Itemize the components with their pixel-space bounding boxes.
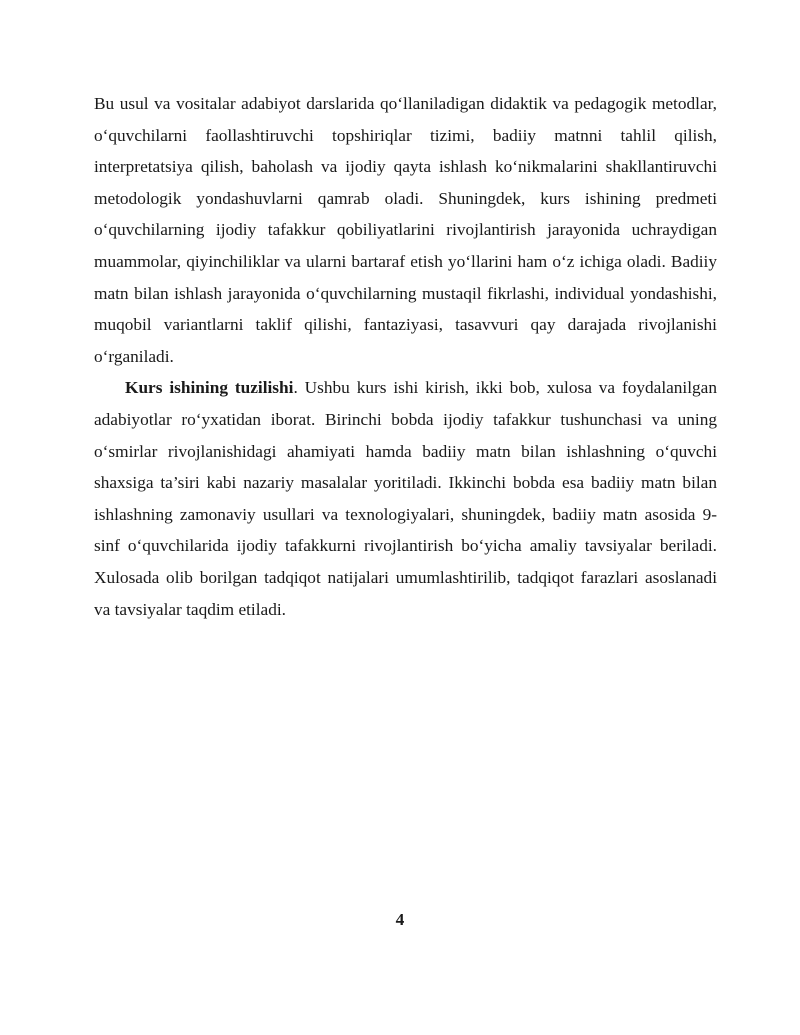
section-heading-inline: Kurs ishining tuzilishi <box>125 378 294 398</box>
document-page <box>94 88 717 625</box>
body-paragraph-1: Bu usul va vositalar adabiyot darslarida qo‘llaniladigan didaktik va pedagogik metodlar, o‘quvchilarni faollashtiruvchi topshiriqlar tizimi, badiiy matnni tahlil qilish, interpretatsiya qilish, baholash va ijodiy qayta ishlash ko‘nikmalarini shakllantiruvchi metodologik yondashuvlarni qamrab oladi. Shuningdek, kurs ishining predmeti o‘quvchilarning ijodiy tafakkur qobiliyatlarini rivojlantirish jarayonida uchraydigan muammolar, qiyinchiliklar va ularni bartaraf etish yo‘llarini ham o‘z ichiga oladi. Badiiy matn bilan ishlash jarayonida o‘quvchilarning mustaqil fikrlashi, individual yondashishi, muqobil variantlarni taklif qilishi, fantaziyasi, tasavvuri qay darajada rivojlanishi o‘rganiladi. <box>94 94 717 366</box>
page-number: 4 <box>395 910 405 929</box>
body-paragraph-2-text: . Ushbu kurs ishi kirish, ikki bob, xulosa va foydalanilgan adabiyotlar ro‘yxatidan iborat. Birinchi bobda ijodiy tafakkur tushunchasi va uning o‘smirlar rivojlanishidagi ahamiyati hamda badiiy matn bilan ishlashning o‘quvchi shaxsiga ta’siri kabi nazariy masalalar yoritiladi. Ikkinchi bobda esa badiiy matn bilan ishlashning zamonaviy usullari va texnologiyalari, shuningdek, badiiy matn asosida 9-sinf o‘quvchilarida ijodiy tafakkurni rivojlantirish bo‘yicha amaliy tavsiyalar beriladi. Xulosada olib borilgan tadqiqot natijalari umumlashtirilib, tadqiqot farazlari asoslanadi va tavsiyalar taqdim etiladi. <box>94 378 717 619</box>
body-paragraph-2 <box>94 372 717 625</box>
